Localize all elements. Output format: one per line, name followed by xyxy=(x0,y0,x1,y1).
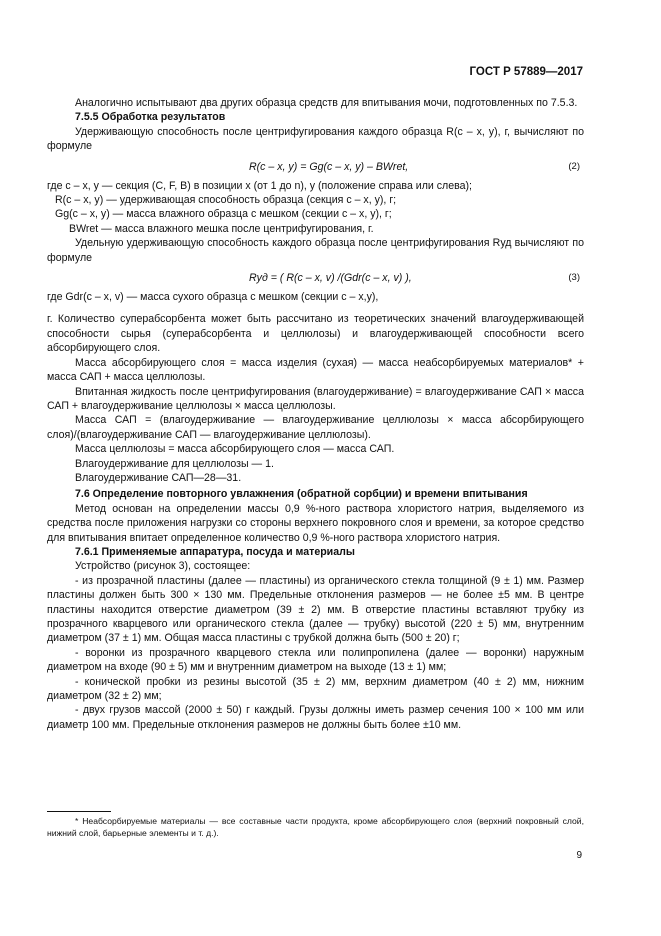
formula-expression: Rуд = ( R(c – x, v) /(Gdr(c – x, v) ), xyxy=(249,272,412,285)
definition: где Gdr(c – x, v) — масса сухого образца с мешком (секции c – x,y), xyxy=(47,291,379,304)
definition: R(c – x, y) — удерживающая способность образца (секция c – x, y), г; xyxy=(55,194,397,207)
definition: где c – x, y — секция (C, F, B) в позиции x (от 1 до n), y (положение справа или слева); xyxy=(47,179,472,192)
section-heading: 7.5.5 Обработка результатов xyxy=(75,111,226,124)
paragraph: Удельную удерживающую способность каждого образца после центрифугирования Rуд вычисляют по формуле xyxy=(47,237,584,264)
paragraph: Влагоудерживание САП—28—31. xyxy=(75,471,242,484)
paragraph: Впитанная жидкость после центрифугирования (влагоудерживание) = влагоудерживание САП × масса САП + влагоудерживание целлюлозы × масса целлюлозы. xyxy=(47,385,584,412)
formula-2 xyxy=(47,156,584,178)
formula-number: (2) xyxy=(568,160,580,172)
page-body xyxy=(47,96,584,732)
paragraph: г. Количество суперабсорбента может быть рассчитано из теоретических значений влагоудерживающей способности сырья (суперабсорбента и целлюлозы) и влагоудерживающей способности всего абсорбирующего слоя. xyxy=(47,313,584,355)
paragraph: Масса целлюлозы = масса абсорбирующего слоя — масса САП. xyxy=(75,443,395,456)
paragraph: Устройство (рисунок 3), состоящее: xyxy=(75,560,251,573)
paragraph: Аналогично испытывают два других образца средств для впитывания мочи, подготовленных по 7.5.3. xyxy=(75,97,578,109)
paragraph: Масса САП = (влагоудерживание — влагоудерживание целлюлозы × масса абсорбирующего слоя)/(влагоудерживание САП — влагоудерживание целлюлозы). xyxy=(47,414,584,441)
formula-expression: R(c – x, y) = Gg(c – x, y) – BWret, xyxy=(249,160,409,173)
footnote-divider xyxy=(47,811,111,812)
paragraph: Метод основан на определении массы 0,9 %-ного раствора хлористого натрия, выделяемого из средства после приложения нагрузки со стороны верхнего покровного слоя и времени, за которое средство для впитывания впитает определенное количество 0,9 %-ного раствора хлористого натрия. xyxy=(47,502,584,544)
list-item: - из прозрачной пластины (далее — пластины) из органического стекла толщиной (9 ± 1) мм. Размер пластины должен быть 300 × 130 мм. Предельные отклонения размеров — не более ±5 мм. В центре пластины находится отверстие диаметром (39 ± 2) мм. В отверстие пластины вставляют трубку из прозрачного кварцевого или органического стекла (далее — трубку) высотой (220 ± 5) мм, внутренним диаметром (37 ± 1) мм. Общая масса пластины с трубкой должна быть (500 ± 20) г; xyxy=(47,574,584,645)
definition: BWret — масса влажного мешка после центрифугирования, г. xyxy=(69,222,374,235)
list-item: - двух грузов массой (2000 ± 50) г каждый. Грузы должны иметь размер сечения 100 × 100 мм или диаметр 100 мм. Предельные отклонения размеров не должны быть более ±10 мм. xyxy=(47,704,584,731)
definition: Gg(c – x, y) — масса влажного образца с мешком (секции c – x, y), г; xyxy=(55,208,392,221)
paragraph: Масса абсорбирующего слоя = масса изделия (сухая) — масса неабсорбируемых материалов* + масса САП + масса целлюлозы. xyxy=(47,356,584,384)
formula-number: (3) xyxy=(568,272,580,284)
definition-list xyxy=(47,193,584,236)
paragraph: Удерживающую способность после центрифугирования каждого образца R(c – x, y), г, вычисляют по формуле xyxy=(47,125,584,153)
section-heading: 7.6.1 Применяемые аппаратура, посуда и материалы xyxy=(75,545,355,558)
list-item: - воронки из прозрачного кварцевого стекла или полипропилена (далее — воронки) наружным диаметром на входе (90 ± 5) мм и внутренним диаметром на выходе (13 ± 1) мм; xyxy=(47,646,584,674)
section-heading: 7.6 Определение повторного увлажнения (обратной сорбции) и времени впитывания xyxy=(75,488,528,501)
footnote: * Неабсорбируемые материалы — все составные части продукта, кроме абсорбирующего слоя (верхний покровный слой, нижний слой, барьерные элементы и т. д.). xyxy=(47,816,584,839)
standard-header: ГОСТ Р 57889—2017 xyxy=(469,66,583,78)
formula-3 xyxy=(47,267,584,289)
paragraph: Влагоудерживание для целлюлозы — 1. xyxy=(75,457,274,470)
list-item: - конической пробки из резины высотой (35 ± 2) мм, верхним диаметром (40 ± 2) мм, нижним диаметром (32 ± 2) мм; xyxy=(47,675,584,703)
page-number: 9 xyxy=(576,850,582,861)
